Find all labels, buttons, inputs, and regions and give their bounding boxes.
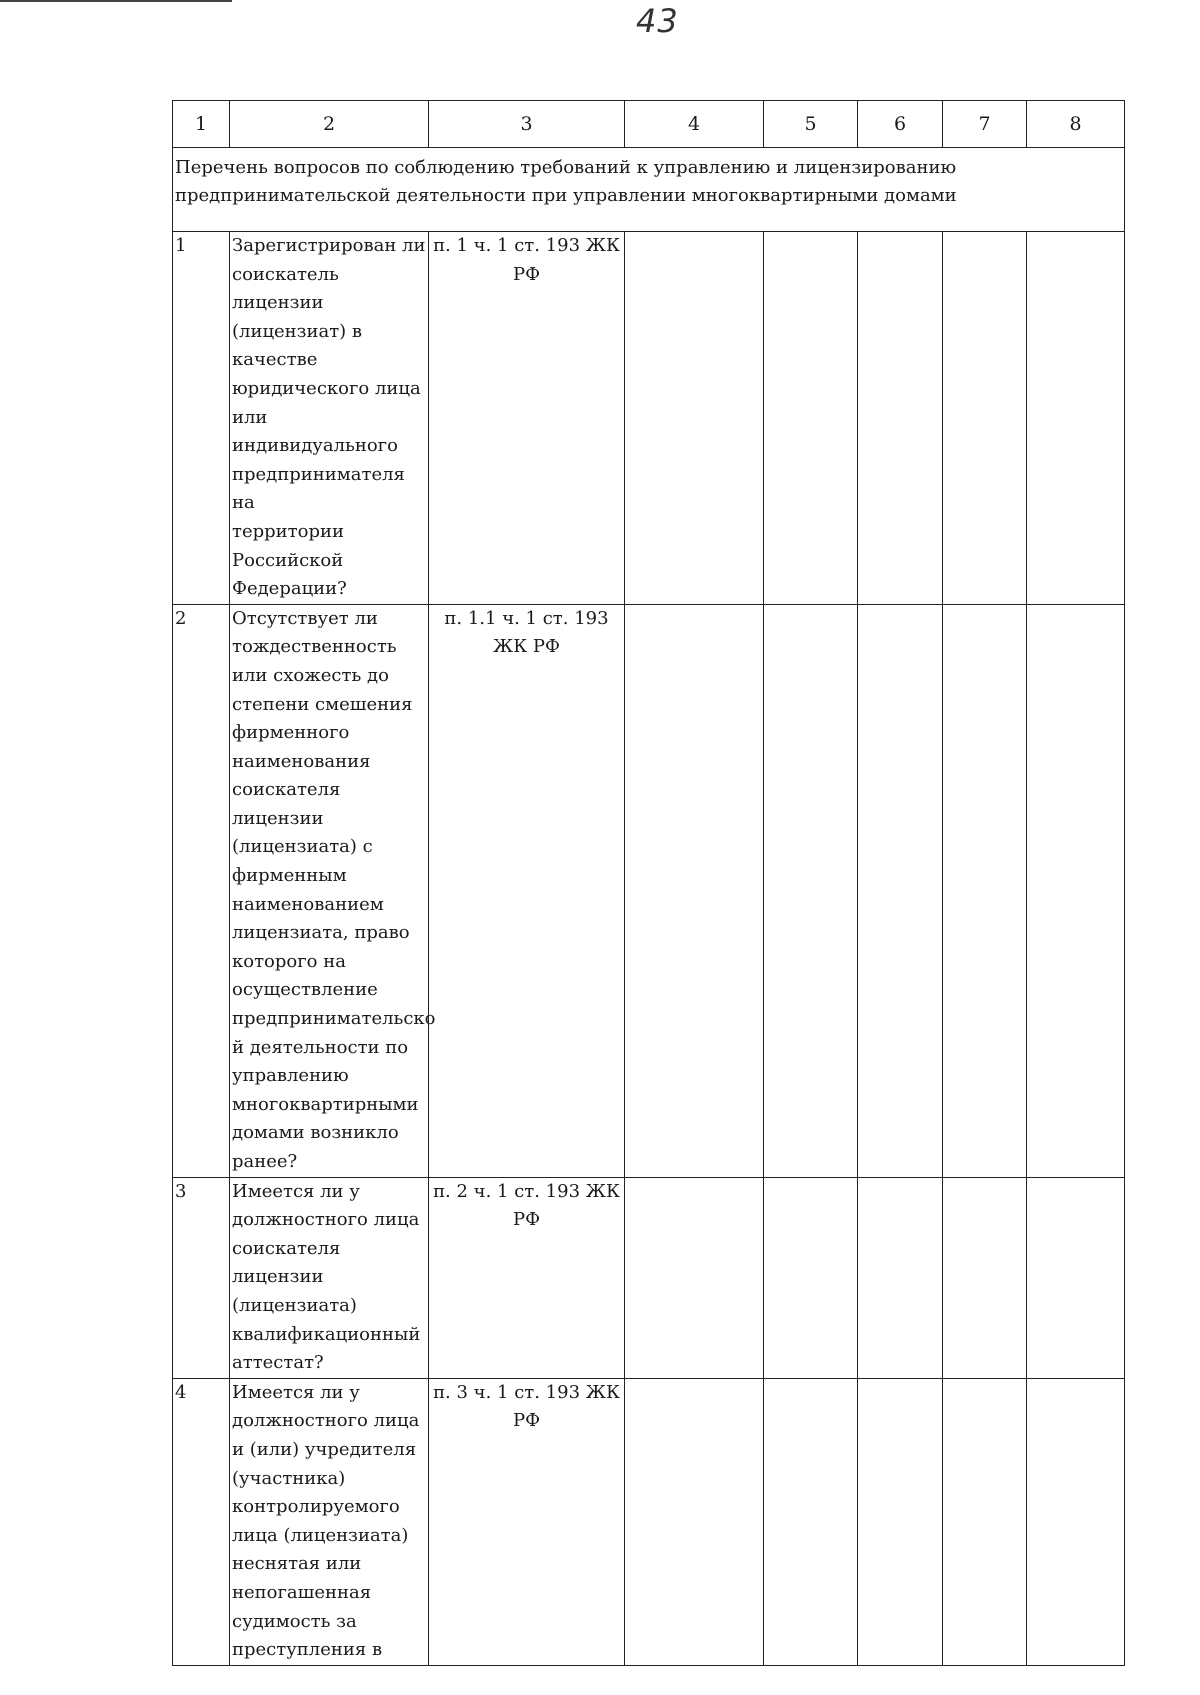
empty-cell [764,604,858,1177]
table-row [173,604,1125,1177]
empty-cell [943,232,1027,605]
column-header: 4 [625,101,764,148]
column-header: 5 [764,101,858,148]
column-header-row [173,101,1125,148]
legal-reference-cell: п. 1 ч. 1 ст. 193 ЖК РФ [429,232,625,605]
empty-cell [858,1177,943,1378]
legal-reference-cell: п. 2 ч. 1 ст. 193 ЖК РФ [429,1177,625,1378]
empty-cell [858,1378,943,1665]
empty-cell [625,232,764,605]
legal-reference-cell: п. 1.1 ч. 1 ст. 193 ЖК РФ [429,604,625,1177]
empty-cell [764,232,858,605]
corner-rule [0,0,232,2]
empty-cell [943,1177,1027,1378]
column-header: 6 [858,101,943,148]
empty-cell [1027,1177,1125,1378]
table-row [173,232,1125,605]
empty-cell [1027,604,1125,1177]
question-cell: Имеется ли у должностного лица и (или) учредителя (участника) контролируемого лица (лицензиата) неснятая или непогашенная судимость за преступления в [230,1378,429,1665]
empty-cell [1027,232,1125,605]
legal-reference-cell: п. 3 ч. 1 ст. 193 ЖК РФ [429,1378,625,1665]
row-number: 4 [173,1378,230,1665]
empty-cell [764,1177,858,1378]
question-cell: Имеется ли у должностного лица соискателя лицензии (лицензиата) квалификационный аттестат? [230,1177,429,1378]
column-header: 1 [173,101,230,148]
handwritten-page-number: 43 [636,2,679,40]
table-row [173,1177,1125,1378]
checklist-table [172,100,1125,1666]
question-cell: Зарегистрирован ли соискатель лицензии (лицензиат) в качестве юридического лица или индивидуального предпринимателя на территории Российской Федерации? [230,232,429,605]
empty-cell [764,1378,858,1665]
column-header: 8 [1027,101,1125,148]
empty-cell [1027,1378,1125,1665]
row-number: 3 [173,1177,230,1378]
column-header: 7 [943,101,1027,148]
empty-cell [943,1378,1027,1665]
empty-cell [943,604,1027,1177]
empty-cell [625,604,764,1177]
column-header: 2 [230,101,429,148]
section-title: Перечень вопросов по соблюдению требований к управлению и лицензированию предпринимательской деятельности при управлении многоквартирными домами [173,148,1125,232]
column-header: 3 [429,101,625,148]
empty-cell [858,232,943,605]
empty-cell [858,604,943,1177]
table-row [173,1378,1125,1665]
row-number: 1 [173,232,230,605]
question-cell: Отсутствует ли тождественность или схожесть до степени смешения фирменного наименования соискателя лицензии (лицензиата) с фирменным наименованием лицензиата, право которого на осуществление предпринимательско й деятельности по управлению многоквартирными домами возникло ранее? [230,604,429,1177]
row-number: 2 [173,604,230,1177]
section-title-row [173,148,1125,232]
empty-cell [625,1378,764,1665]
empty-cell [625,1177,764,1378]
